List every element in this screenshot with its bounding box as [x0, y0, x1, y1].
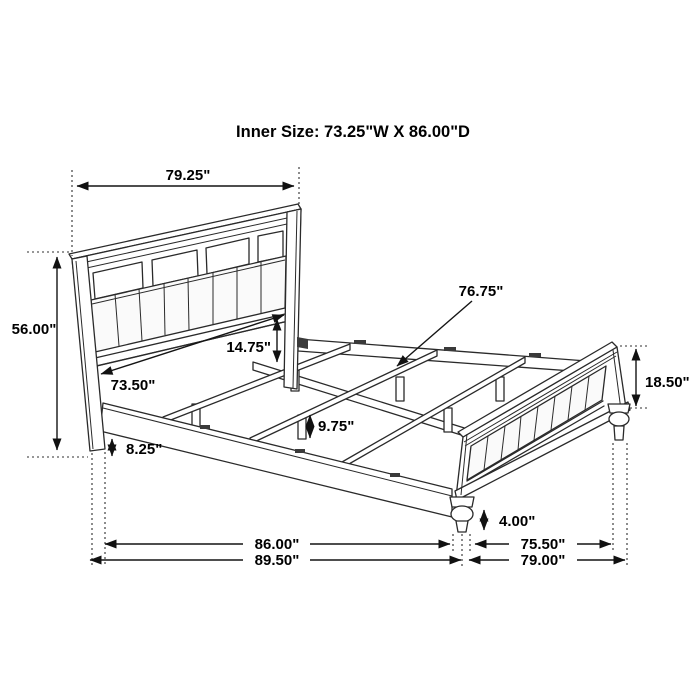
dim-rail-to-floor — [112, 439, 162, 458]
footboard-right-foot — [608, 404, 630, 440]
dim-label: 76.75" — [458, 283, 504, 300]
slat-bracket — [444, 347, 456, 351]
dim-label: 79.00" — [520, 552, 566, 569]
dim-label: 79.25" — [165, 167, 211, 184]
slat-bracket — [390, 473, 400, 477]
dim-label: 75.50" — [520, 536, 566, 553]
dim-label: 89.50" — [254, 552, 300, 569]
dim-footboard-height — [620, 346, 690, 408]
bed-drawing — [69, 204, 630, 532]
dim-depth-inner — [105, 536, 450, 553]
slat-bracket — [200, 425, 210, 429]
slat-leg — [396, 377, 404, 401]
dim-slat-leg-height — [310, 415, 354, 438]
footboard-left-foot — [450, 497, 474, 532]
front-side-rail — [100, 403, 452, 517]
headboard-right-post — [284, 209, 301, 389]
dim-label: 73.50" — [110, 377, 156, 394]
dim-foot-leg-height — [484, 510, 535, 530]
dim-footboard-outer-width — [469, 552, 625, 569]
slat-bracket — [529, 353, 541, 357]
page-title: Inner Size: 73.25"W X 86.00"D — [236, 123, 470, 141]
dim-label: 18.50" — [645, 374, 690, 391]
rail-bracket — [297, 337, 308, 349]
slat-leg — [444, 408, 452, 432]
footboard — [450, 342, 630, 532]
dim-label: 86.00" — [254, 536, 300, 553]
dim-label: 8.25" — [126, 441, 163, 458]
slat-bracket — [295, 449, 305, 453]
slat-leg — [496, 377, 504, 401]
slat-bracket — [354, 340, 366, 344]
dim-label: 4.00" — [499, 513, 536, 530]
dim-depth-outer — [90, 552, 461, 569]
dim-footboard-inner-width — [475, 536, 611, 553]
dim-label: 14.75" — [226, 339, 271, 356]
dim-label: 9.75" — [318, 418, 355, 435]
dim-label: 56.00" — [11, 321, 57, 338]
